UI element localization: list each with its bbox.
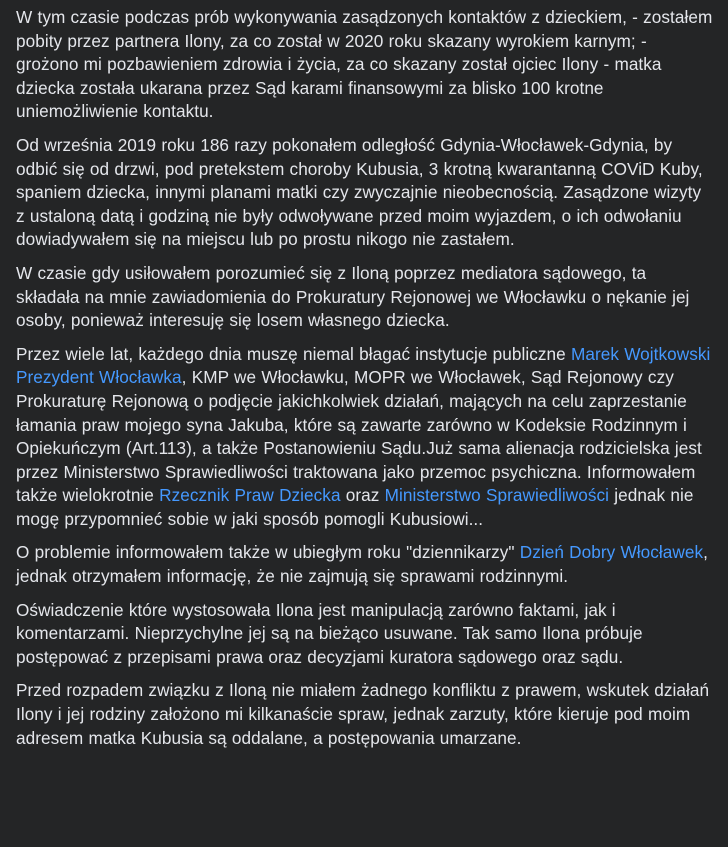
post-text: Przed rozpadem związku z Iloną nie miałem żadnego konfliktu z prawem, wskutek działań Ilony i jej rodziny założono mi kilkanaście spraw, jednak zarzuty, które kieruje pod moim adresem matka Kubusia są oddalane, a postępowania umarzane. [16,680,710,748]
post-text: Oświadczenie które wystosowała Ilona jest manipulacją zarówno faktami, jak i komentarzami. Nieprzychylne jej są na bieżąco usuwane. Tak samo Ilona próbuje postępować z przepisami prawa oraz decyzjami kuratora sądowego oraz sądu. [16,599,643,667]
post-paragraph [16,343,714,532]
link-marek-wojtkowski[interactable]: Marek Wojtkowski Prezydent Włocławka [16,343,711,388]
post-paragraph [16,134,714,252]
post-text: , KMP we Włocławku, MOPR we Włocławek, Sąd Rejonowy czy Prokuraturę Rejonową o podjęcie jakichkolwiek działań, mających na celu zaprzestanie łamania praw mojego syna Jakuba, które są zawarte zarówno w Kodeksie Rodzinnym i Opiekuńczym (Art.113), a także Postanowieniu Sądu.Już sama alienacja rodzicielska jest przez Ministerstwo Sprawiedliwości traktowana jako przemoc psychiczna. Informowałem także wielokrotnie [16,367,702,506]
link-dzien-dobry-wloclawek[interactable]: Dzień Dobry Włocławek [519,542,704,563]
link-rzecznik-praw-dziecka[interactable]: Rzecznik Praw Dziecka [159,485,341,506]
post-text: Od września 2019 roku 186 razy pokonałem odległość Gdynia-Włocławek-Gdynia, by odbić się od drzwi, pod pretekstem choroby Kubusia, 3 krotną kwarantanną COViD Kuby, spaniem dziecka, innymi planami matki czy zwyczajnie nieobecnością. Zasądzone wizyty z ustaloną datą i godziną nie były odwoływane przed moim wyjazdem, o ich odwołaniu dowiadywałem się na miejscu lub po prostu nikogo nie zastałem. [16,134,703,250]
post-paragraph [16,679,714,750]
post-paragraph [16,541,714,588]
post-text: , jednak otrzymałem informację, że nie zajmują się sprawami rodzinnymi. [16,542,708,587]
post-text: Przez wiele lat, każdego dnia muszę niemal błagać instytucje publiczne [16,343,571,364]
post-text: W czasie gdy usiłowałem porozumieć się z Iloną poprzez mediatora sądowego, ta składała na mnie zawiadomienia do Prokuratury Rejonowej we Włocławku o nękanie jej osoby, ponieważ interesuję się losem własnego dziecka. [16,262,690,331]
link-ministerstwo-sprawiedliwosci[interactable]: Ministerstwo Sprawiedliwości [384,485,610,506]
post-text: W tym czasie podczas prób wykonywania zasądzonych kontaktów z dzieckiem, - zostałem pobity przez partnera Ilony, za co został w 2020 roku skazany wyrokiem karnym; - grożono mi pozbawieniem zdrowia i życia, za co skazany został ojciec Ilony - matka dziecka została ukarana przez Sąd karami finansowymi za blisko 100 krotne uniemożliwienie kontaktu. [16,7,713,122]
post-paragraph [16,6,714,124]
post-text: O problemie informowałem także w ubiegłym roku "dziennikarzy" [16,542,520,563]
post-paragraph [16,262,714,333]
post-text: jednak nie mogę przypomnieć sobie w jaki sposób pomogli Kubusiowi... [16,485,694,529]
post-paragraph [16,599,714,670]
post-text: oraz [340,485,385,506]
